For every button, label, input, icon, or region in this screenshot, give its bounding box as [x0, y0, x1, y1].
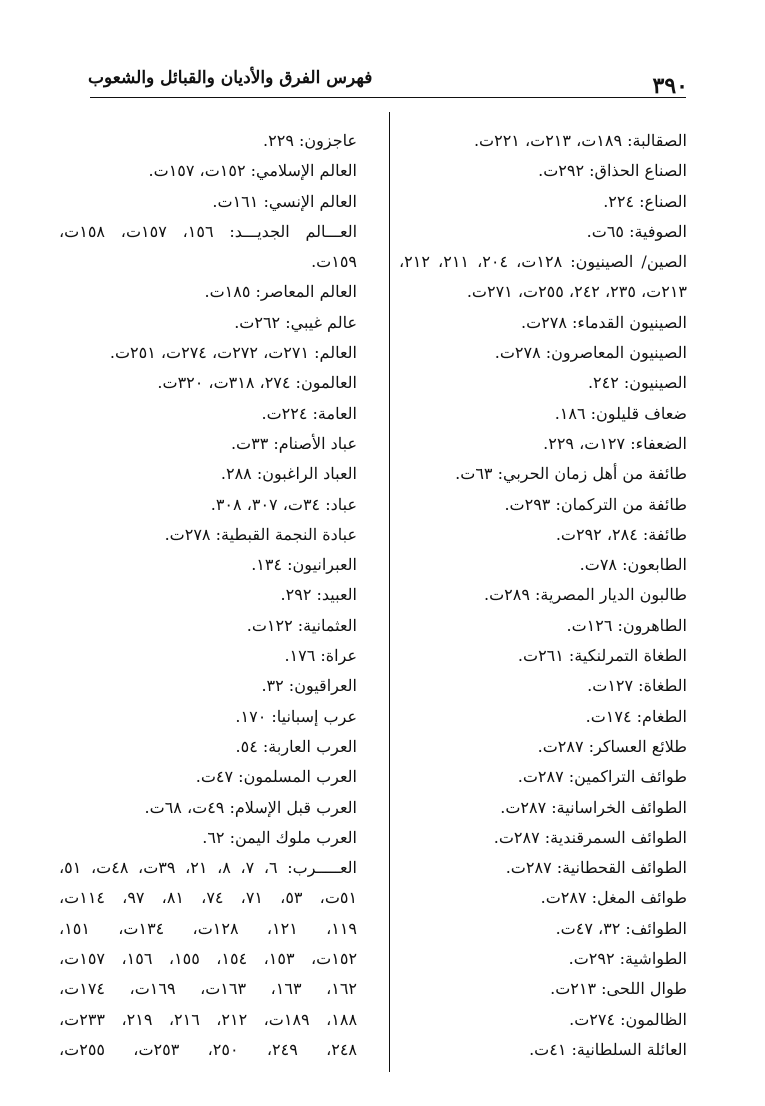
index-entry-continuation: ٢١٣ت، ٢٣٥، ٢٤٢، ٢٥٥ت، ٢٧١ت.	[466, 282, 687, 302]
index-entry: طائفة: ٢٨٤، ٢٩٢ت.	[555, 524, 687, 544]
index-entry: العالم الإسلامي: ١٥٢ت، ١٥٧ت.	[148, 161, 357, 181]
index-column-right	[399, 126, 687, 1065]
index-entry: العرب ملوك اليمن: ٦٢.	[202, 827, 357, 847]
index-entry: العراقيون: ٣٢.	[261, 676, 357, 696]
index-entry: العرب العاربة: ٥٤.	[235, 736, 357, 756]
column-divider	[389, 112, 390, 1072]
index-entry: الطغاة التمرلنكية: ٢٦١ت.	[517, 646, 687, 666]
index-entry: العامة: ٢٢٤ت.	[261, 403, 357, 423]
index-entry: عرب إسبانيا: ١٧٠.	[235, 706, 357, 726]
index-entry: العالم الإنسي: ١٦١ت.	[212, 191, 357, 211]
index-entry: الصناع: ٢٢٤.	[603, 191, 687, 211]
index-entry: عاجزون: ٢٢٩.	[263, 131, 357, 150]
index-entry: الطابعون: ٧٨ت.	[579, 555, 687, 575]
index-entry: العـــــرب: ٦، ٧، ٨، ٢١، ٣٩ت، ٤٨ت، ٥١،	[59, 858, 357, 878]
index-entry: طوال اللحى: ٢١٣ت.	[550, 979, 687, 999]
index-column-left	[59, 126, 357, 1065]
index-entry: الصين/ الصينيون: ١٢٨ت، ٢٠٤، ٢١١، ٢١٢،	[399, 252, 687, 272]
index-entry: العائلة السلطانية: ٤١ت.	[529, 1039, 687, 1059]
page-header	[88, 62, 688, 98]
index-entry: الصقالبة: ١٨٩ت، ٢١٣ت، ٢٢١ت.	[473, 131, 687, 150]
index-entry: عباد: ٣٤ت، ٣٠٧، ٣٠٨.	[210, 494, 357, 514]
index-entry: طائفة من أهل زمان الحربي: ٦٣ت.	[455, 464, 687, 484]
index-entry: الصينيون: ٢٤٢.	[587, 373, 687, 393]
index-entry-continuation: ٢٤٨، ٢٤٩، ٢٥٠، ٢٥٣ت، ٢٥٥ت،	[59, 1039, 357, 1059]
index-entry: العالم المعاصر: ١٨٥ت.	[204, 282, 357, 302]
index-entry: الطاهرون: ١٢٦ت.	[566, 615, 687, 635]
page-number: ٣٩٠	[652, 73, 688, 99]
index-entry: العرب المسلمون: ٤٧ت.	[195, 767, 357, 787]
index-entry: الطغام: ١٧٤ت.	[585, 706, 687, 726]
header-rule	[90, 97, 686, 98]
index-entry-continuation: ٥١ت، ٥٣، ٧١، ٧٤، ٨١، ٩٧، ١١٤ت،	[59, 888, 357, 908]
index-entry: الصوفية: ٦٥ت.	[586, 221, 687, 241]
index-entry-continuation: ١١٩، ١٢١، ١٢٨ت، ١٣٤ت، ١٥١،	[59, 918, 357, 938]
index-entry-continuation: ١٨٨، ١٨٩ت، ٢١٢، ٢١٦، ٢١٩، ٢٣٣ت،	[59, 1009, 357, 1029]
index-entry: الطغاة: ١٢٧ت.	[587, 676, 687, 696]
index-entry: العبيد: ٢٩٢.	[280, 585, 357, 605]
index-entry: طالبون الديار المصرية: ٢٨٩ت.	[484, 585, 687, 605]
index-entry: العثمانية: ١٢٢ت.	[246, 615, 357, 635]
index-entry: الصناع الحذاق: ٢٩٢ت.	[538, 161, 687, 181]
index-entry: الصينيون المعاصرون: ٢٧٨ت.	[494, 343, 687, 363]
index-entry: طائفة من التركمان: ٢٩٣ت.	[504, 494, 687, 514]
index-entry: العالم: ٢٧١ت، ٢٧٢ت، ٢٧٤ت، ٢٥١ت.	[109, 343, 357, 363]
index-entry-continuation: ١٥٩ت.	[311, 252, 357, 272]
running-title: فهرس الفرق والأديان والقبائل والشعوب	[88, 68, 373, 88]
index-entry: العـــالم الجديـــد: ١٥٦، ١٥٧ت، ١٥٨ت،	[59, 221, 357, 241]
index-entry: طلائع العساكر: ٢٨٧ت.	[537, 736, 687, 756]
index-entry: الطوائف السمرقندية: ٢٨٧ت.	[493, 827, 687, 847]
index-entry: العباد الراغبون: ٢٨٨.	[220, 464, 357, 484]
index-entry: طوائف التراكمين: ٢٨٧ت.	[517, 767, 687, 787]
index-entry: عالم غيبي: ٢٦٢ت.	[234, 312, 357, 332]
index-entry: طوائف المغل: ٢٨٧ت.	[540, 888, 687, 908]
index-entry: عباد الأصنام: ٣٣ت.	[230, 433, 357, 453]
index-entry: عبادة النجمة القبطية: ٢٧٨ت.	[164, 524, 357, 544]
index-entry: ضعاف قليلون: ١٨٦.	[554, 403, 687, 423]
index-entry: عراة: ١٧٦.	[284, 646, 357, 666]
index-entry: الطواشية: ٢٩٢ت.	[568, 949, 687, 969]
index-entry: العرب قبل الإسلام: ٤٩ت، ٦٨ت.	[144, 797, 357, 817]
index-entry: الظالمون: ٢٧٤ت.	[569, 1009, 687, 1029]
index-entry-continuation: ١٥٢ت، ١٥٣، ١٥٤، ١٥٥، ١٥٦، ١٥٧ت،	[59, 949, 357, 969]
index-entry: العبرانيون: ١٣٤.	[251, 555, 357, 575]
index-entry: الطوائف القحطانية: ٢٨٧ت.	[505, 858, 687, 878]
index-entry: الصينيون القدماء: ٢٧٨ت.	[521, 312, 687, 332]
index-entry: العالمون: ٢٧٤، ٣١٨ت، ٣٢٠ت.	[157, 373, 357, 393]
index-entry-continuation: ١٦٢، ١٦٣، ١٦٣ت، ١٦٩ت، ١٧٤ت،	[59, 979, 357, 999]
index-entry: الضعفاء: ١٢٧ت، ٢٢٩.	[543, 433, 687, 453]
index-entry: الطوائف: ٣٢، ٤٧ت.	[555, 918, 687, 938]
index-entry: الطوائف الخراسانية: ٢٨٧ت.	[500, 797, 687, 817]
